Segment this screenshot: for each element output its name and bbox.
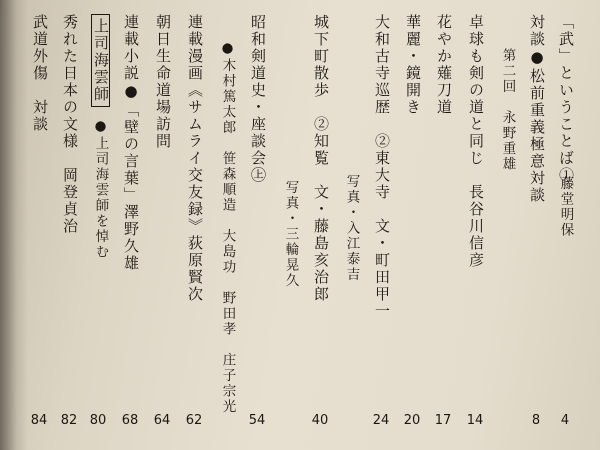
toc-entry-10	[155, 14, 170, 150]
toc-entry-7-photo	[283, 180, 297, 289]
toc-entry-1-author	[558, 176, 572, 238]
entry-title: 対談●松前重義極意対談	[528, 14, 546, 204]
toc-entry-7	[313, 14, 328, 303]
page-number: 20	[403, 413, 421, 428]
toc-entry-3	[468, 14, 483, 269]
page-number: 54	[248, 413, 266, 428]
page-number: 62	[185, 413, 203, 428]
toc-entry-6	[374, 14, 389, 320]
entry-title: 「武」ということば①	[557, 14, 575, 184]
toc-entry-14	[32, 14, 47, 133]
page-number: 80	[89, 413, 107, 428]
entry-title: 武道外傷 対談	[31, 14, 49, 133]
entry-title: 朝日生命道場訪問	[154, 14, 172, 150]
entry-participants: ●木村篤太郎 笹森順造 大島功 野田孝 庄子宗光	[219, 40, 236, 415]
page-number: 64	[153, 413, 171, 428]
entry-title: 華麗・鏡開き	[404, 14, 422, 116]
entry-author: 藤堂明保	[557, 176, 574, 238]
page-number: 84	[30, 413, 48, 428]
entry-title: 花やか薙刀道	[435, 14, 453, 116]
page-number: 68	[121, 413, 139, 428]
entry-title: 大和古寺巡歴 ②東大寺 文・町田甲一	[373, 14, 391, 320]
toc-entry-4	[436, 14, 451, 116]
page-number: 17	[434, 413, 452, 428]
toc-entry-11	[123, 14, 138, 272]
page-number: 4	[560, 413, 570, 428]
entry-title: 昭和剣道史・座談会㊤	[249, 14, 267, 184]
entry-subtitle: 第二回 永野重雄	[499, 48, 516, 172]
toc-entry-5	[405, 14, 420, 116]
toc-entry-6-photo	[344, 174, 358, 283]
faded-next-column	[6, 20, 20, 244]
toc-entry-8	[250, 14, 265, 184]
toc-entry-2	[529, 14, 544, 204]
toc-entry-13	[62, 14, 77, 235]
page-number: 24	[372, 413, 390, 428]
entry-subtitle: ●上司海雲師を悼む	[92, 118, 109, 260]
toc-entry-12-sub	[93, 118, 107, 260]
entry-title: 卓球も剣の道と同じ 長谷川信彦	[467, 14, 485, 269]
toc-entry-2-sub	[500, 48, 514, 172]
page-number: 14	[466, 413, 484, 428]
entry-title-boxed: 上司海雲師	[91, 14, 110, 107]
entry-title: 秀れた日本の文様 岡登貞治	[61, 14, 79, 235]
entry-title: 連載漫画《サムライ交友録》荻原賢次	[186, 14, 204, 303]
entry-title: 城下町散歩 ②知覧 文・藤島亥治郎	[312, 14, 330, 303]
toc-entry-8-members	[220, 40, 234, 415]
toc-entry-12	[91, 14, 110, 107]
page-number: 8	[531, 413, 541, 428]
entry-title: 連載小説●「壁の言葉」澤野久雄	[122, 14, 140, 272]
page-number: 40	[311, 413, 329, 428]
entry-credit: 写真・入江泰吉	[343, 174, 360, 283]
toc-entry-1	[558, 14, 573, 184]
toc-entry-9	[187, 14, 202, 303]
page-number: 82	[60, 413, 78, 428]
entry-credit: 写真・三輪晃久	[282, 180, 299, 289]
